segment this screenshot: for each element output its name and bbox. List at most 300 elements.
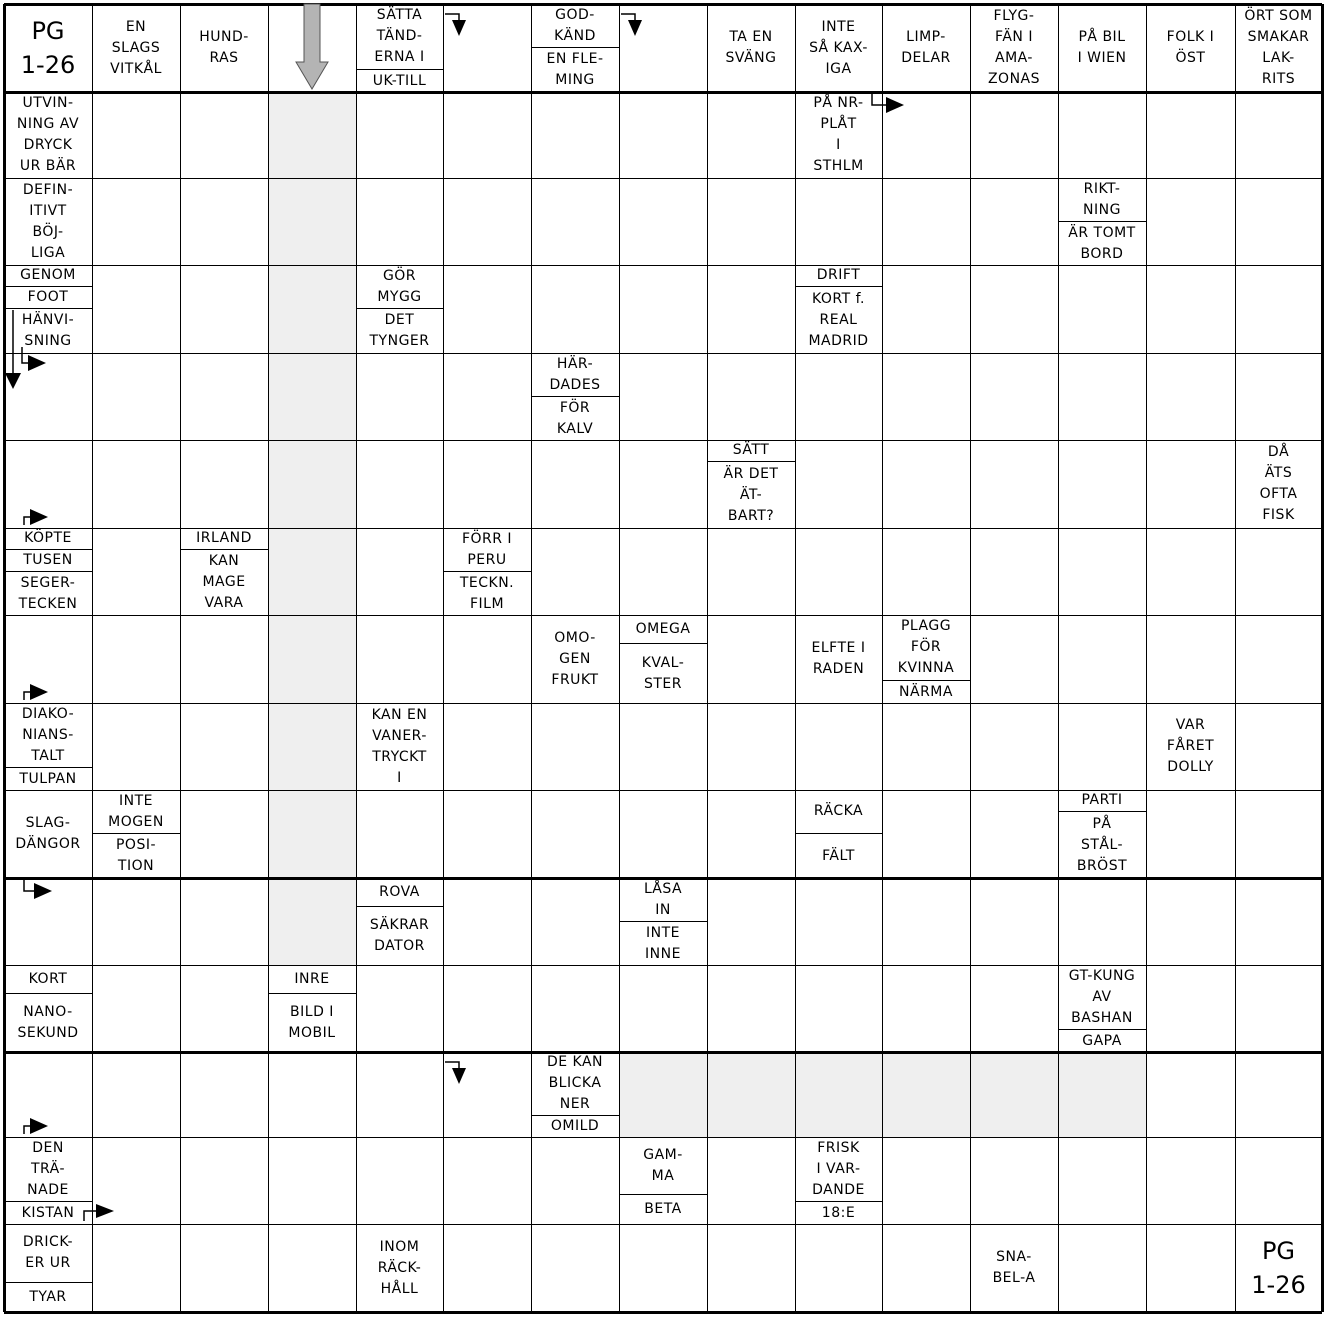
clue-line: I WIEN (1077, 50, 1127, 66)
clue-line: FRISK (817, 1139, 860, 1156)
answer-cell[interactable] (707, 790, 795, 878)
clue-line: FÖRR I (461, 530, 513, 547)
clue-line: RIKT- (1083, 180, 1121, 197)
answer-cell[interactable] (443, 1224, 531, 1312)
clue-line: TION (117, 858, 155, 874)
clue-line: HUND- (199, 29, 249, 45)
answer-cell[interactable] (795, 965, 882, 1052)
answer-cell[interactable] (1058, 265, 1146, 353)
answer-cell[interactable] (795, 1224, 882, 1312)
clue-line: ROVA (379, 883, 420, 900)
answer-cell[interactable] (180, 178, 268, 265)
clue-line: LIGA (30, 244, 66, 261)
clue (4, 528, 92, 550)
answer-cell[interactable] (268, 178, 356, 265)
grid-line-horizontal (4, 1051, 1322, 1054)
answer-cell[interactable] (531, 265, 619, 353)
answer-cell[interactable] (92, 1137, 180, 1224)
answer-cell[interactable] (1058, 353, 1146, 440)
answer-cell[interactable] (180, 1224, 268, 1312)
answer-cell[interactable] (882, 178, 970, 265)
clue-line: IGA (825, 60, 852, 77)
answer-cell[interactable] (1235, 92, 1322, 178)
answer-cell[interactable] (707, 265, 795, 353)
answer-cell[interactable] (1058, 878, 1146, 965)
clue-line: GAM- (643, 1146, 683, 1163)
clue (882, 4, 970, 92)
clue-line: SNA- (996, 1249, 1032, 1265)
answer-cell[interactable] (443, 92, 531, 178)
answer-cell[interactable] (619, 703, 707, 790)
answer-cell[interactable] (882, 790, 970, 878)
answer-cell[interactable] (92, 92, 180, 178)
answer-cell[interactable] (1058, 92, 1146, 178)
clue (619, 1195, 707, 1224)
clue-cell (92, 790, 180, 878)
clue-cell (356, 878, 443, 965)
grid-line-vertical (1058, 4, 1059, 1312)
answer-cell[interactable] (1146, 92, 1235, 178)
clue-line: NER (559, 1096, 591, 1112)
answer-cell[interactable] (268, 790, 356, 878)
answer-cell[interactable] (180, 92, 268, 178)
answer-cell[interactable] (356, 790, 443, 878)
answer-cell[interactable] (619, 92, 707, 178)
answer-cell[interactable] (180, 878, 268, 965)
answer-cell[interactable] (443, 878, 531, 965)
clue (356, 907, 443, 965)
answer-cell[interactable] (970, 178, 1058, 265)
answer-cell[interactable] (268, 528, 356, 615)
answer-cell[interactable] (1146, 1137, 1235, 1224)
answer-cell[interactable] (1146, 353, 1235, 440)
answer-cell[interactable] (531, 528, 619, 615)
clue-line: DE KAN (546, 1054, 604, 1070)
answer-cell[interactable] (1146, 265, 1235, 353)
answer-cell[interactable] (268, 353, 356, 440)
answer-cell[interactable] (1235, 790, 1322, 878)
answer-cell[interactable] (1058, 615, 1146, 703)
grid-line-horizontal (4, 353, 1322, 354)
answer-cell[interactable] (531, 790, 619, 878)
answer-cell[interactable] (1058, 703, 1146, 790)
answer-cell[interactable] (619, 353, 707, 440)
grid-line-horizontal (4, 877, 1322, 880)
answer-cell[interactable] (92, 1052, 180, 1137)
answer-cell[interactable] (619, 440, 707, 528)
answer-cell[interactable] (443, 965, 531, 1052)
answer-cell[interactable] (795, 528, 882, 615)
answer-cell[interactable] (795, 178, 882, 265)
answer-cell[interactable] (531, 178, 619, 265)
clue-cell (619, 878, 707, 965)
clue (531, 4, 619, 48)
clue-line: RÄCK- (377, 1259, 422, 1276)
answer-cell[interactable] (180, 1052, 268, 1137)
answer-cell[interactable] (443, 265, 531, 353)
answer-cell[interactable] (4, 440, 92, 528)
answer-cell[interactable] (531, 965, 619, 1052)
answer-cell[interactable] (707, 703, 795, 790)
answer-cell[interactable] (970, 1052, 1058, 1137)
clue-line: BLICKA (548, 1075, 602, 1091)
answer-cell[interactable] (1235, 878, 1322, 965)
answer-cell[interactable] (1235, 615, 1322, 703)
clue-line: PERU (467, 551, 507, 568)
answer-cell[interactable] (619, 4, 707, 92)
answer-cell[interactable] (795, 703, 882, 790)
clue-cell (4, 528, 92, 615)
answer-cell[interactable] (356, 178, 443, 265)
clue-cell (356, 4, 443, 92)
clue (531, 615, 619, 703)
clue-line: DADES (549, 376, 601, 393)
clue-cell (356, 703, 443, 790)
clue (4, 965, 92, 994)
clue-line: TUSEN (23, 552, 73, 568)
clue-cell (795, 1137, 882, 1224)
clue-line: PÅ (1092, 815, 1112, 832)
puzzle-label-top-line2: 1-26 (20, 51, 76, 79)
clue-line: INOM (379, 1238, 420, 1255)
answer-cell[interactable] (970, 92, 1058, 178)
answer-cell[interactable] (92, 615, 180, 703)
clue-line: IRLAND (196, 530, 252, 546)
clue-line: TECKN. (459, 574, 515, 591)
answer-cell[interactable] (443, 615, 531, 703)
clue (795, 287, 882, 353)
answer-cell[interactable] (1146, 440, 1235, 528)
clue-line: FÄN I (995, 29, 1033, 45)
answer-cell[interactable] (92, 528, 180, 615)
answer-cell[interactable] (882, 1137, 970, 1224)
answer-cell[interactable] (4, 615, 92, 703)
answer-cell[interactable] (1235, 703, 1322, 790)
answer-cell[interactable] (970, 878, 1058, 965)
clue (4, 572, 92, 615)
answer-cell[interactable] (356, 353, 443, 440)
clue-cell (1146, 4, 1235, 92)
clue-line: ER UR (25, 1255, 71, 1271)
clue (4, 994, 92, 1052)
answer-cell[interactable] (356, 528, 443, 615)
clue (619, 644, 707, 703)
answer-cell[interactable] (1235, 528, 1322, 615)
clue (180, 4, 268, 92)
grid-line-horizontal (4, 3, 1322, 6)
answer-cell[interactable] (795, 878, 882, 965)
answer-cell[interactable] (180, 1137, 268, 1224)
answer-cell[interactable] (4, 1052, 92, 1137)
clue (180, 550, 268, 615)
answer-cell[interactable] (443, 1052, 531, 1137)
answer-cell[interactable] (1058, 528, 1146, 615)
answer-cell[interactable] (1146, 1052, 1235, 1137)
clue (356, 703, 443, 790)
answer-cell[interactable] (92, 178, 180, 265)
answer-cell[interactable] (180, 790, 268, 878)
answer-cell[interactable] (268, 440, 356, 528)
answer-cell[interactable] (1058, 1137, 1146, 1224)
answer-cell[interactable] (356, 92, 443, 178)
clue (1058, 965, 1146, 1030)
clue-cell (882, 615, 970, 703)
clue-line: I (397, 769, 402, 786)
answer-cell[interactable] (1146, 1224, 1235, 1312)
answer-cell[interactable] (92, 440, 180, 528)
clue-line: RITS (1261, 71, 1296, 87)
clue-cell (882, 4, 970, 92)
clue (356, 4, 443, 70)
answer-cell[interactable] (882, 528, 970, 615)
clue (1058, 178, 1146, 222)
answer-cell[interactable] (1146, 528, 1235, 615)
answer-cell[interactable] (180, 615, 268, 703)
clue (882, 615, 970, 681)
clue-line: ÄT- (739, 486, 763, 503)
answer-cell[interactable] (707, 878, 795, 965)
answer-cell[interactable] (619, 265, 707, 353)
answer-cell[interactable] (180, 703, 268, 790)
answer-cell[interactable] (970, 703, 1058, 790)
clue-line: TYAR (29, 1289, 67, 1305)
clue (531, 1116, 619, 1137)
answer-cell[interactable] (882, 353, 970, 440)
grid-line-vertical (707, 4, 708, 1312)
clue-cell (1058, 965, 1146, 1052)
clue-line: FRUKT (551, 671, 599, 688)
answer-cell[interactable] (707, 615, 795, 703)
puzzle-label-top-line1: PG (31, 17, 65, 45)
answer-cell[interactable] (268, 1224, 356, 1312)
answer-cell[interactable] (882, 265, 970, 353)
clue-cell (356, 1224, 443, 1312)
clue-line: SEKUND (17, 1025, 79, 1041)
answer-cell[interactable] (356, 965, 443, 1052)
answer-cell[interactable] (1058, 1224, 1146, 1312)
answer-cell[interactable] (1235, 1052, 1322, 1137)
clue-line: TYNGER (369, 333, 430, 349)
answer-cell[interactable] (180, 353, 268, 440)
grid-line-horizontal (4, 1311, 1322, 1314)
answer-cell[interactable] (882, 878, 970, 965)
clue-line: IN (655, 901, 671, 918)
clue-line: RAS (209, 50, 239, 66)
answer-cell[interactable] (1146, 790, 1235, 878)
clue (795, 4, 882, 92)
answer-cell[interactable] (882, 965, 970, 1052)
grid-line-horizontal (4, 528, 1322, 529)
answer-cell[interactable] (1058, 1052, 1146, 1137)
puzzle-label-bottom-line1: PG (1261, 1237, 1296, 1265)
answer-cell[interactable] (1058, 440, 1146, 528)
clue-line: FOOT (27, 289, 69, 305)
answer-cell[interactable] (707, 353, 795, 440)
clue-line: DELAR (901, 50, 951, 66)
answer-cell[interactable] (443, 178, 531, 265)
clue (1058, 812, 1146, 878)
answer-cell[interactable] (619, 965, 707, 1052)
clue-line: BASHAN (1071, 1009, 1133, 1026)
clue (795, 790, 882, 834)
answer-cell[interactable] (619, 790, 707, 878)
clue (1058, 790, 1146, 812)
answer-cell[interactable] (970, 615, 1058, 703)
clue-line: LÅSA (643, 880, 683, 897)
answer-cell[interactable] (795, 440, 882, 528)
answer-cell[interactable] (1235, 965, 1322, 1052)
clue (4, 1202, 92, 1224)
answer-cell[interactable] (180, 265, 268, 353)
answer-cell[interactable] (970, 790, 1058, 878)
answer-cell[interactable] (268, 265, 356, 353)
answer-cell[interactable] (707, 92, 795, 178)
puzzle-label-bottom-line2: 1-26 (1251, 1271, 1306, 1299)
answer-cell[interactable] (92, 965, 180, 1052)
answer-cell[interactable] (356, 440, 443, 528)
answer-cell[interactable] (1146, 965, 1235, 1052)
answer-cell[interactable] (268, 4, 356, 92)
answer-cell[interactable] (531, 1137, 619, 1224)
clue-cell (1058, 178, 1146, 265)
clue-line: INRE (294, 970, 330, 987)
clue (1235, 4, 1322, 92)
answer-cell[interactable] (531, 92, 619, 178)
answer-cell[interactable] (619, 178, 707, 265)
grid-line-vertical (3, 4, 6, 1312)
answer-cell[interactable] (882, 1052, 970, 1137)
clue (531, 397, 619, 440)
answer-cell[interactable] (970, 440, 1058, 528)
clue-line: HÅLL (380, 1280, 419, 1297)
puzzle-label-bottom (1235, 1224, 1322, 1312)
answer-cell[interactable] (180, 965, 268, 1052)
answer-cell[interactable] (356, 1137, 443, 1224)
clue-cell (795, 92, 882, 178)
answer-cell[interactable] (970, 353, 1058, 440)
clue-line: FLYG- (993, 8, 1035, 24)
clue-cell (795, 265, 882, 353)
answer-cell[interactable] (970, 528, 1058, 615)
answer-cell[interactable] (619, 1224, 707, 1312)
answer-cell[interactable] (1146, 878, 1235, 965)
answer-cell[interactable] (268, 1137, 356, 1224)
clue-line: VITKÅL (110, 60, 162, 77)
answer-cell[interactable] (92, 353, 180, 440)
clue-line: POSI- (115, 837, 157, 853)
answer-cell[interactable] (619, 1052, 707, 1137)
answer-cell[interactable] (619, 528, 707, 615)
answer-cell[interactable] (92, 878, 180, 965)
clue (4, 309, 92, 353)
clue-line: I VAR- (816, 1160, 861, 1177)
clue-line: OMEGA (635, 620, 691, 637)
clue-line: GÖR (382, 267, 417, 284)
clue-line: KAN EN (371, 706, 428, 723)
answer-cell[interactable] (1146, 615, 1235, 703)
clue-line: TRÄ- (30, 1160, 66, 1177)
clue-line: GEN (559, 650, 591, 667)
answer-cell[interactable] (795, 1052, 882, 1137)
clue-cell (4, 178, 92, 265)
answer-cell[interactable] (268, 92, 356, 178)
clue-line: SEGER- (20, 574, 76, 591)
answer-cell[interactable] (970, 965, 1058, 1052)
answer-cell[interactable] (795, 353, 882, 440)
answer-cell[interactable] (268, 703, 356, 790)
answer-cell[interactable] (180, 440, 268, 528)
answer-cell[interactable] (1235, 353, 1322, 440)
answer-cell[interactable] (268, 878, 356, 965)
clue-line: TÄND- (376, 28, 423, 44)
answer-cell[interactable] (1146, 178, 1235, 265)
clue-line: GENOM (20, 267, 76, 283)
answer-cell[interactable] (92, 265, 180, 353)
answer-cell[interactable] (443, 1137, 531, 1224)
answer-cell[interactable] (356, 1052, 443, 1137)
answer-cell[interactable] (531, 703, 619, 790)
answer-cell[interactable] (1235, 1137, 1322, 1224)
answer-cell[interactable] (92, 703, 180, 790)
clue (795, 265, 882, 287)
answer-cell[interactable] (443, 703, 531, 790)
answer-cell[interactable] (4, 878, 92, 965)
answer-cell[interactable] (882, 1224, 970, 1312)
answer-cell[interactable] (970, 1137, 1058, 1224)
clue-line: DANDE (812, 1181, 865, 1198)
grid-line-horizontal (4, 178, 1322, 179)
answer-cell[interactable] (268, 615, 356, 703)
clue-cell (4, 703, 92, 790)
clue-line: ITIVT (29, 202, 67, 219)
answer-cell[interactable] (707, 1052, 795, 1137)
answer-cell[interactable] (970, 265, 1058, 353)
clue-line: BART? (727, 507, 775, 524)
clue-line: INTE (119, 792, 153, 809)
answer-cell[interactable] (882, 92, 970, 178)
answer-cell[interactable] (707, 965, 795, 1052)
answer-cell[interactable] (443, 790, 531, 878)
grid-line-vertical (92, 4, 93, 1312)
clue-line: UK-TILL (372, 72, 427, 89)
clue-line: BEL-A (992, 1270, 1036, 1286)
answer-cell[interactable] (92, 1224, 180, 1312)
answer-cell[interactable] (531, 440, 619, 528)
answer-cell[interactable] (443, 440, 531, 528)
answer-cell[interactable] (4, 353, 92, 440)
answer-cell[interactable] (268, 1052, 356, 1137)
answer-cell[interactable] (707, 178, 795, 265)
answer-cell[interactable] (882, 703, 970, 790)
clue-line: DEFIN- (22, 181, 74, 198)
answer-cell[interactable] (707, 1137, 795, 1224)
clue-line: BORD (1080, 245, 1124, 262)
answer-cell[interactable] (882, 440, 970, 528)
answer-cell[interactable] (443, 4, 531, 92)
answer-cell[interactable] (707, 528, 795, 615)
clue-line: GOD- (555, 6, 595, 23)
answer-cell[interactable] (1235, 265, 1322, 353)
answer-cell[interactable] (531, 878, 619, 965)
clue-line: SMAKAR (1247, 29, 1310, 45)
answer-cell[interactable] (531, 1224, 619, 1312)
answer-cell[interactable] (1235, 178, 1322, 265)
clue-line: AV (1092, 988, 1112, 1005)
answer-cell[interactable] (443, 353, 531, 440)
clue (619, 878, 707, 922)
answer-cell[interactable] (707, 1224, 795, 1312)
answer-cell[interactable] (356, 615, 443, 703)
